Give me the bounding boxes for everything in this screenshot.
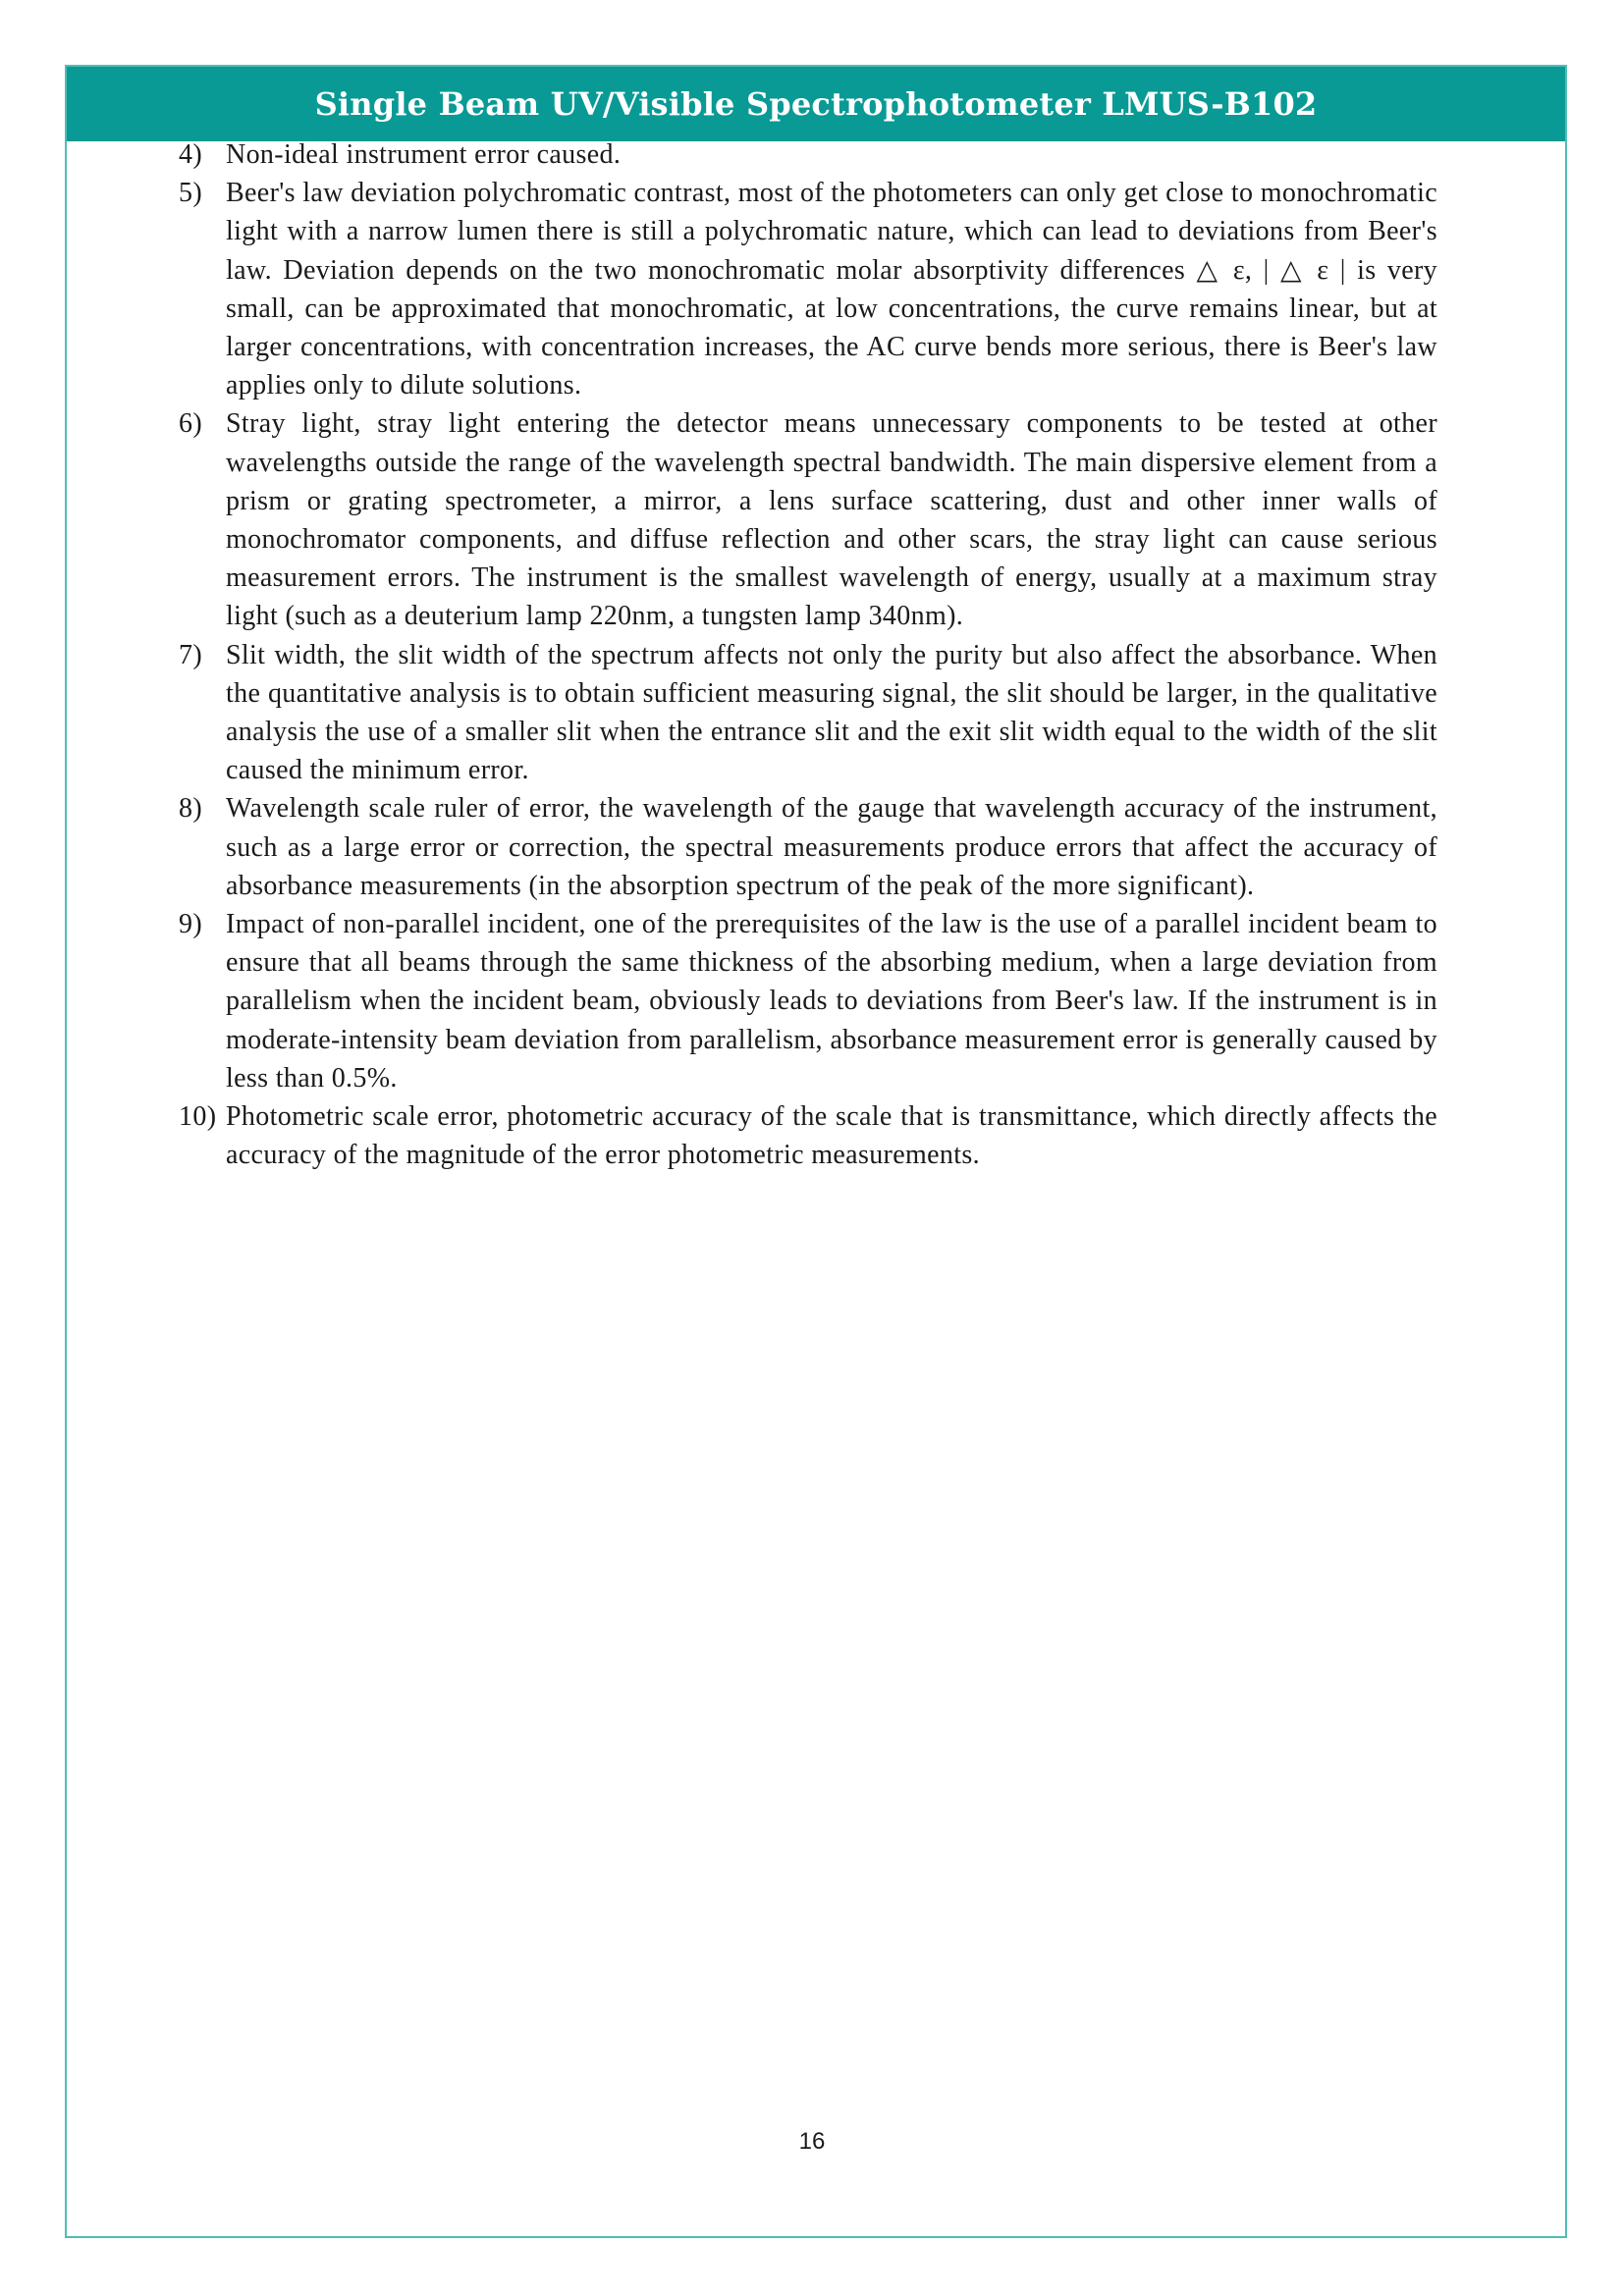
list-item-text: Wavelength scale ruler of error, the wavelength of the gauge that wavelength accuracy of the instrument, such as a large error or correction, the spectral measurements produce errors that affect the accuracy of absorbance measurements (in the absorption spectrum of the peak of the more significant).	[226, 793, 1437, 901]
list-marker: 7)	[179, 639, 203, 670]
list-item-5	[179, 174, 1437, 404]
list-item-4	[179, 135, 1437, 174]
header-bar	[67, 67, 1565, 141]
list-item-text: Slit width, the slit width of the spectrum affects not only the purity but also affect the absorbance. When the quantitative analysis is to obtain sufficient measuring signal, the slit should be larger, in the qualitative analysis the use of a smaller slit when the entrance slit and the exit slit width equal to the width of the slit caused the minimum error.	[226, 639, 1437, 786]
list-item-10	[179, 1097, 1437, 1174]
list-marker: 9)	[179, 909, 203, 940]
list-item-8	[179, 789, 1437, 905]
document-title: Single Beam UV/Visible Spectrophotometer LMUS-B102	[314, 85, 1318, 123]
list-item-6	[179, 404, 1437, 635]
list-marker: 10)	[179, 1101, 217, 1133]
list-item-text: Non-ideal instrument error caused.	[226, 139, 622, 170]
content-body	[179, 135, 1437, 1174]
list-marker: 4)	[179, 139, 203, 170]
list-marker: 5)	[179, 178, 203, 209]
list-item-text: Impact of non-parallel incident, one of the prerequisites of the law is the use of a parallel incident beam to ensure that all beams through the same thickness of the absorbing medium, when a large deviation from parallelism when the incident beam, obviously leads to deviations from Beer's law. If the instrument is in moderate-intensity beam deviation from parallelism, absorbance measurement error is generally caused by less than 0.5%.	[226, 909, 1437, 1094]
list-marker: 8)	[179, 793, 203, 825]
list-item-text: Beer's law deviation polychromatic contrast, most of the photometers can only get close to monochromatic light with a narrow lumen there is still a polychromatic nature, which can lead to deviations from Beer's law. Deviation depends on the two monochromatic molar absorptivity differences △ ε, | △ ε | is very small, can be approximated that monochromatic, at low concentrations, the curve remains linear, but at larger concentrations, with concentration increases, the AC curve bends more serious, there is Beer's law applies only to dilute solutions.	[226, 178, 1437, 401]
list-item-text: Stray light, stray light entering the detector means unnecessary components to be tested at other wavelengths outside the range of the wavelength spectral bandwidth. The main dispersive element from a prism or grating spectrometer, a mirror, a lens surface scattering, dust and other inner walls of monochromator components, and diffuse reflection and other scars, the stray light can cause serious measurement errors. The instrument is the smallest wavelength of energy, usually at a maximum stray light (such as a deuterium lamp 220nm, a tungsten lamp 340nm).	[226, 408, 1437, 632]
list-item-9	[179, 905, 1437, 1097]
list-item-7	[179, 636, 1437, 790]
error-causes-list	[179, 135, 1437, 1174]
page-number: 16	[798, 2128, 826, 2155]
list-marker: 6)	[179, 408, 203, 440]
list-item-text: Photometric scale error, photometric accuracy of the scale that is transmittance, which directly affects the accuracy of the magnitude of the error photometric measurements.	[226, 1101, 1437, 1171]
